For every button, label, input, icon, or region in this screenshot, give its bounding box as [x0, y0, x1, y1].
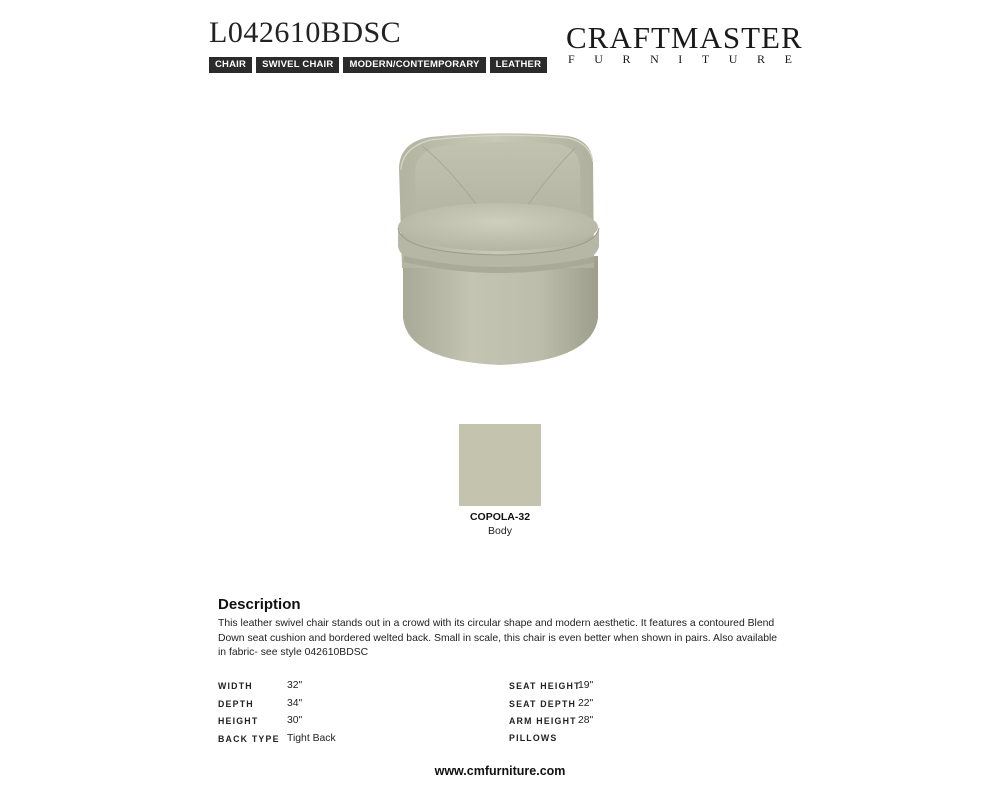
swatch-part: Body — [488, 525, 512, 537]
craftmaster-logo — [566, 20, 803, 67]
spec-value: 34" — [287, 698, 303, 709]
logo-letter: U — [728, 52, 738, 66]
spec-value: 19" — [578, 680, 594, 691]
spec-label: WIDTH — [218, 681, 253, 691]
logo-letter: E — [784, 52, 792, 66]
spec-label: SEAT HEIGHT — [509, 681, 581, 691]
website-link[interactable]: www.cmfurniture.com — [434, 764, 566, 778]
spec-pillows — [509, 731, 709, 745]
tag-modern-contemporary: MODERN/CONTEMPORARY — [343, 57, 485, 73]
spec-value: Tight Back — [287, 733, 336, 744]
category-tags — [209, 57, 547, 73]
spec-value: 22" — [578, 698, 594, 709]
logo-letter: I — [678, 52, 683, 66]
spec-label: PILLOWS — [509, 733, 558, 743]
spec-label: SEAT DEPTH — [509, 699, 577, 709]
logo-letter: N — [650, 52, 659, 66]
spec-seat-depth — [509, 697, 709, 711]
spec-value: 30" — [287, 715, 303, 726]
logo-letter: U — [594, 52, 603, 66]
spec-width — [218, 679, 418, 693]
swivel-chair-image — [390, 128, 610, 373]
product-sku: L042610BDSC — [209, 16, 402, 49]
tag-swivel-chair: SWIVEL CHAIR — [256, 57, 339, 73]
spec-height — [218, 714, 418, 728]
description-text: This leather swivel chair stands out in a crowd with its circular shape and modern aesthetic. It features a contoured Blend Down seat cushion and bordered welted back. Small in scale, this chair is even better when shown in pairs. Also available in fabric- see style 042610BDSC — [218, 618, 778, 659]
description-heading: Description — [218, 596, 301, 613]
spec-label: HEIGHT — [218, 716, 259, 726]
spec-back-type — [218, 732, 418, 746]
fabric-swatch — [459, 424, 541, 506]
logo-wordmark: CRAFTMASTER — [566, 20, 803, 55]
spec-label: BACK TYPE — [218, 734, 280, 744]
spec-arm-height — [509, 714, 709, 728]
logo-letter: R — [757, 52, 766, 66]
tag-chair: CHAIR — [209, 57, 252, 73]
spec-value: 32" — [287, 680, 303, 691]
spec-label: DEPTH — [218, 699, 254, 709]
logo-furniture-letters — [566, 52, 792, 67]
spec-label: ARM HEIGHT — [509, 716, 577, 726]
swatch-name: COPOLA-32 — [469, 511, 531, 523]
spec-seat-height — [509, 679, 709, 693]
logo-letter: T — [701, 52, 710, 66]
logo-letter: F — [568, 52, 575, 66]
spec-depth — [218, 697, 418, 711]
tag-leather: LEATHER — [490, 57, 548, 73]
spec-value: 28" — [578, 715, 594, 726]
logo-letter: R — [622, 52, 631, 66]
